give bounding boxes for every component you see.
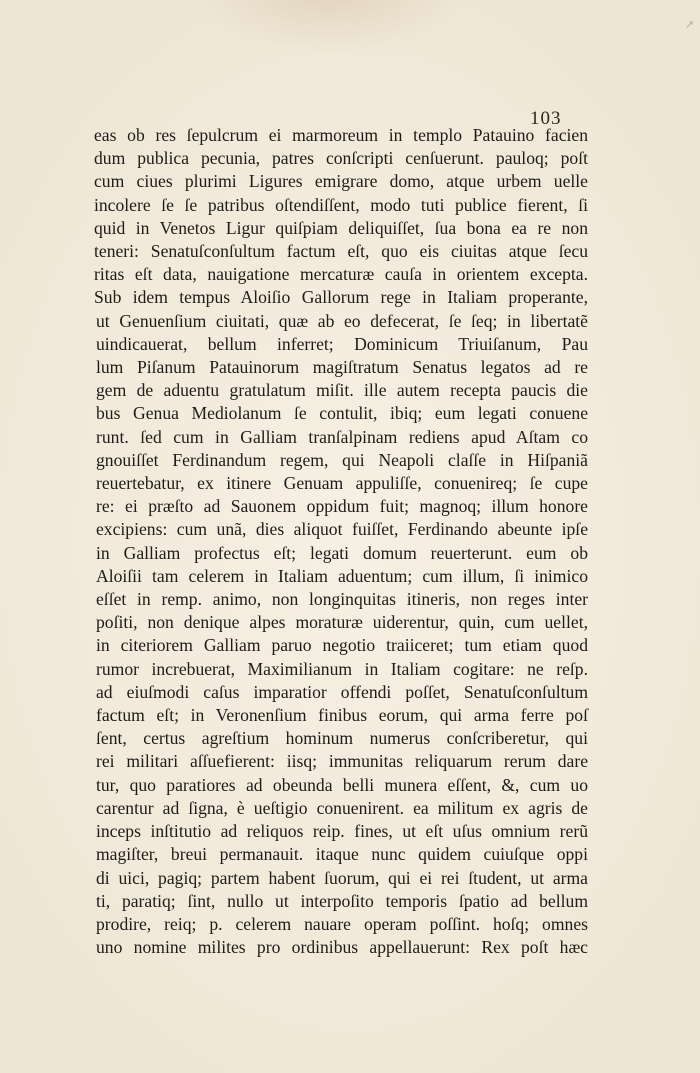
text-line: incolere ſe ſe patribus oſtendiſſent, modo tuti publice fierent, ſi — [94, 194, 588, 215]
text-line: rei militari aſſuefierent: iisq; immunitas reliquarum rerum dare — [96, 751, 588, 772]
text-line: quid in Venetos Ligur quiſpiam deliquiſſet, ſua bona ea re non — [94, 217, 588, 238]
text-line: tur, quo paratiores ad obeunda belli munera eſſent, &, cum uo — [96, 774, 588, 795]
text-line: ti, paratiq; ſint, nullo ut interpoſito temporis ſpatio ad bellum — [96, 890, 588, 911]
corner-mark: ↗ — [684, 18, 694, 31]
text-line: ut Genuenſium ciuitati, quæ ab eo defecerat, ſe ſeq; in libertatẽ — [96, 310, 588, 331]
text-line: reuertebatur, ex itinere Genuam appuliſſe, conuenireq; ſe cupe — [96, 473, 588, 494]
text-line: carentur ad ſigna, è ueſtigio conuenirent. ea militum ex agris de — [96, 797, 588, 818]
text-line: lum Piſanum Patauinorum magiſtratum Senatus legatos ad re — [96, 357, 588, 378]
text-line: re: ei præſto ad Sauonem oppidum fuit; magnoq; illum honore — [96, 496, 588, 517]
text-line: ritas eſt data, nauigatione mercaturæ cauſa in orientem excepta. — [94, 264, 588, 285]
text-line: di uici, pagiq; partem habent ſuorum, qui ei rei ſtudent, ut arma — [96, 867, 588, 888]
text-line: eſſet in remp. animo, non longinquitas itineris, non reges inter — [96, 589, 588, 610]
text-line: eas ob res ſepulcrum ei marmoreum in templo Patauino facien — [94, 125, 588, 145]
text-line: in Galliam profectus eſt; legati domum reuerterunt. eum ob — [96, 542, 588, 563]
text-line: rumor increbuerat, Maximilianum in Italiam cogitare: ne reſp. — [96, 658, 588, 679]
text-line: inceps inſtitutio ad reliquos reip. fines, ut eſt uſus omnium rerũ — [96, 821, 588, 842]
text-line: uno nomine milites pro ordinibus appellauerunt: Rex poſt hæc — [96, 937, 588, 958]
text-line: Aloiſii tam celerem in Italiam aduentum; cum illum, ſi inimico — [96, 565, 588, 586]
page-number: 103 — [530, 108, 562, 129]
text-line: teneri: Senatuſconſultum factum eſt, quo eis ciuitas atque ſecu — [94, 241, 588, 262]
text-line: Sub idem tempus Aloiſio Gallorum rege in Italiam properante, — [94, 287, 588, 308]
text-line: ſent, certus agreſtium hominum numerus conſcriberetur, qui — [96, 728, 588, 749]
body-text — [94, 124, 588, 959]
text-line: gnouiſſet Ferdinandum regem, qui Neapoli claſſe in Hiſpaniã — [96, 449, 588, 470]
text-line: poſiti, non denique alpes moraturæ uiderentur, quin, cum uellet, — [96, 612, 588, 633]
text-line: bus Genua Mediolanum ſe contulit, ibiq; eum legati conuene — [96, 403, 588, 424]
text-line: in citeriorem Galliam paruo negotio traiiceret; tum etiam quod — [96, 635, 588, 656]
text-line: prodire, reiq; p. celerem nauare operam poſſint. hoſq; omnes — [96, 913, 588, 934]
text-line: dum publica pecunia, patres conſcripti cenſuerunt. pauloq; poſt — [94, 148, 588, 169]
text-line: runt. ſed cum in Galliam tranſalpinam rediens apud Aſtam co — [96, 426, 588, 447]
text-line: ad eiuſmodi caſus imparatior offendi poſſet, Senatuſconſultum — [96, 681, 588, 702]
text-line: gem de aduentu gratulatum miſit. ille autem recepta paucis die — [96, 380, 588, 401]
text-line: magiſter, breui permanauit. itaque nunc quidem cuiuſque oppi — [96, 844, 588, 865]
text-line: factum eſt; in Veronenſium finibus eorum, qui arma ferre poſ — [96, 705, 588, 726]
text-line: uindicauerat, bellum inferret; Dominicum Triuiſanum, Pau — [96, 333, 588, 354]
text-line: excipiens: cum unã, dies aliquot fuiſſet, Ferdinando abeunte ipſe — [96, 519, 588, 540]
text-line: cum ciues plurimi Ligures emigrare domo, atque urbem uelle — [94, 171, 588, 192]
